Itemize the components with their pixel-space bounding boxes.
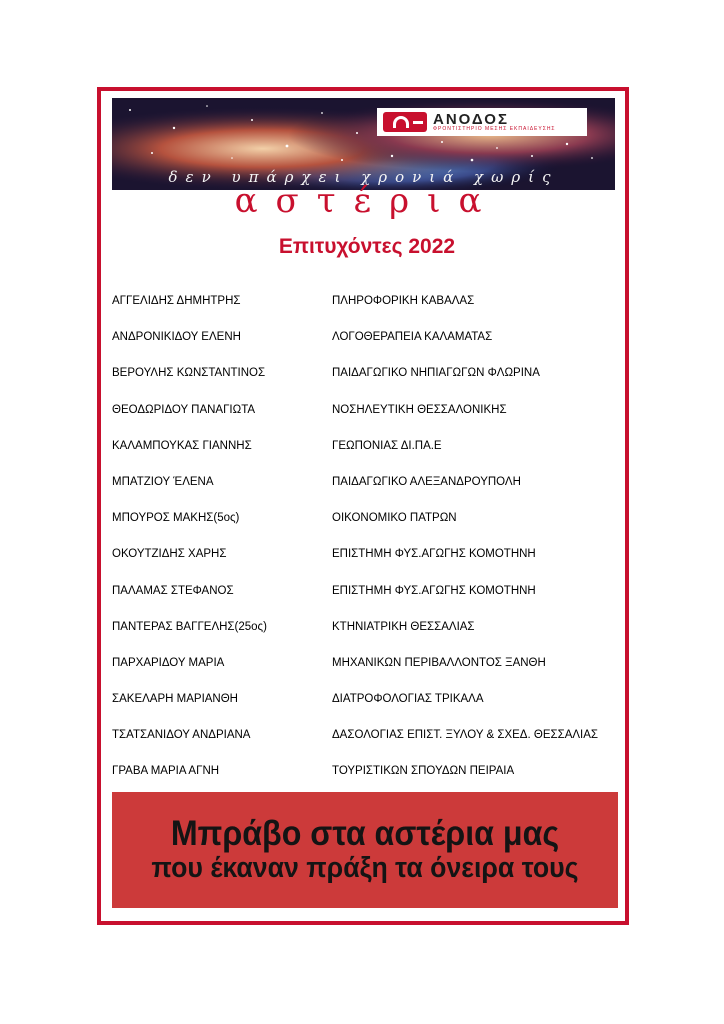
student-name: ΠΑΝΤΕΡΑΣ ΒΑΓΓΕΛΗΣ(25ος) (112, 620, 267, 633)
tagline: δεν υπάρχει χρονιά χωρίς (168, 168, 559, 186)
list-item (112, 657, 622, 693)
student-name: ΑΝΔΡΟΝΙΚΙΔΟΥ ΕΛΕΝΗ (112, 331, 241, 344)
student-school: ΟΙΚΟΝΟΜΙΚΟ ΠΑΤΡΩΝ (332, 512, 457, 525)
student-school: ΕΠΙΣΤΗΜΗ ΦΥΣ.ΑΓΩΓΗΣ ΚΟΜΟΤΗΝΗ (332, 548, 536, 561)
student-name: ΜΠΟΥΡΟΣ ΜΑΚΗΣ(5ος) (112, 512, 240, 525)
student-school: ΛΟΓΟΘΕΡΑΠΕΙΑ ΚΑΛΑΜΑΤΑΣ (332, 331, 493, 344)
stars-word: αστέρια (234, 181, 500, 221)
list-item (112, 548, 622, 584)
student-name: ΟΚΟΥΤΖΙΔΗΣ ΧΑΡΗΣ (112, 548, 227, 561)
student-school: ΠΑΙΔΑΓΩΓΙΚΟ ΑΛΕΞΑΝΔΡΟΥΠΟΛΗ (332, 475, 521, 488)
congratulations-line-2: που έκαναν πράξη τα όνειρα τους (151, 852, 579, 885)
student-name: ΑΓΓΕΛΙΔΗΣ ΔΗΜΗΤΡΗΣ (112, 295, 241, 307)
student-school: ΤΟΥΡΙΣΤΙΚΩΝ ΣΠΟΥΔΩΝ ΠΕΙΡΑΙΑ (332, 765, 515, 778)
list-item (112, 693, 622, 729)
student-school: ΓΕΩΠΟΝΙΑΣ ΔΙ.ΠΑ.Ε (332, 439, 442, 452)
list-item (112, 295, 622, 331)
anodos-logo-icon (383, 112, 427, 132)
page-title: Επιτυχόντες 2022 (278, 235, 456, 258)
list-item (112, 404, 622, 440)
student-name: ΣΑΚΕΛΑΡΗ ΜΑΡΙΑΝΘΗ (112, 693, 238, 706)
congratulations-line-1: Μπράβο στα αστέρια μας (170, 813, 560, 853)
student-name: ΒΕΡΟΥΛΗΣ ΚΩΝΣΤΑΝΤΙΝΟΣ (112, 367, 266, 380)
list-item (112, 367, 622, 403)
logo-subtitle: ΦΡΟΝΤΙΣΤΗΡΙΟ ΜΕΣΗΣ ΕΚΠΑΙΔΕΥΣΗΣ (433, 126, 556, 132)
list-item (112, 476, 622, 512)
student-name: ΠΑΡΧΑΡΙΔΟΥ ΜΑΡΙΑ (112, 656, 225, 669)
student-name: ΘΕΟΔΩΡΙΔΟΥ ΠΑΝΑΓΙΩΤΑ (112, 403, 256, 416)
student-school: ΕΠΙΣΤΗΜΗ ΦΥΣ.ΑΓΩΓΗΣ ΚΟΜΟΤΗΝΗ (332, 584, 536, 597)
anodos-logo (377, 108, 587, 136)
logo-name: ΑΝΟΔΟΣ (433, 111, 509, 128)
student-school: ΔΙΑΤΡΟΦΟΛΟΓΙΑΣ ΤΡΙΚΑΛΑ (332, 693, 484, 706)
student-name: ΚΑΛΑΜΠΟΥΚΑΣ ΓΙΑΝΝΗΣ (112, 439, 252, 452)
list-item (112, 331, 622, 367)
student-name: ΠΑΛΑΜΑΣ ΣΤΕΦΑΝΟΣ (112, 584, 234, 597)
student-school: ΠΛΗΡΟΦΟΡΙΚΗ ΚΑΒΑΛΑΣ (332, 295, 475, 307)
congratulations-banner (112, 792, 618, 908)
page-frame (97, 87, 629, 925)
student-school: ΠΑΙΔΑΓΩΓΙΚΟ ΝΗΠΙΑΓΩΓΩΝ ΦΛΩΡΙΝΑ (332, 367, 540, 380)
student-school: ΚΤΗΝΙΑΤΡΙΚΗ ΘΕΣΣΑΛΙΑΣ (332, 620, 475, 633)
list-item (112, 585, 622, 621)
student-name: ΜΠΑΤΖΙΟΥ ΈΛΕΝΑ (112, 475, 214, 488)
list-item (112, 621, 622, 657)
list-item (112, 512, 622, 548)
students-list (112, 295, 622, 802)
student-name: ΤΣΑΤΣΑΝΙΔΟΥ ΑΝΔΡΙΑΝΑ (112, 729, 251, 742)
student-school: ΜΗΧΑΝΙΚΩΝ ΠΕΡΙΒΑΛΛΟΝΤΟΣ ΞΑΝΘΗ (332, 656, 546, 669)
student-school: ΔΑΣΟΛΟΓΙΑΣ ΕΠΙΣΤ. ΞΥΛΟΥ & ΣΧΕΔ. ΘΕΣΣΑΛΙΑΣ (332, 729, 599, 742)
student-name: ΓΡΑΒΑ ΜΑΡΙΑ ΑΓΝΗ (112, 765, 220, 778)
list-item (112, 440, 622, 476)
header-banner (112, 98, 615, 190)
student-school: ΝΟΣΗΛΕΥΤΙΚΗ ΘΕΣΣΑΛΟΝΙΚΗΣ (332, 403, 507, 416)
list-item (112, 729, 622, 765)
